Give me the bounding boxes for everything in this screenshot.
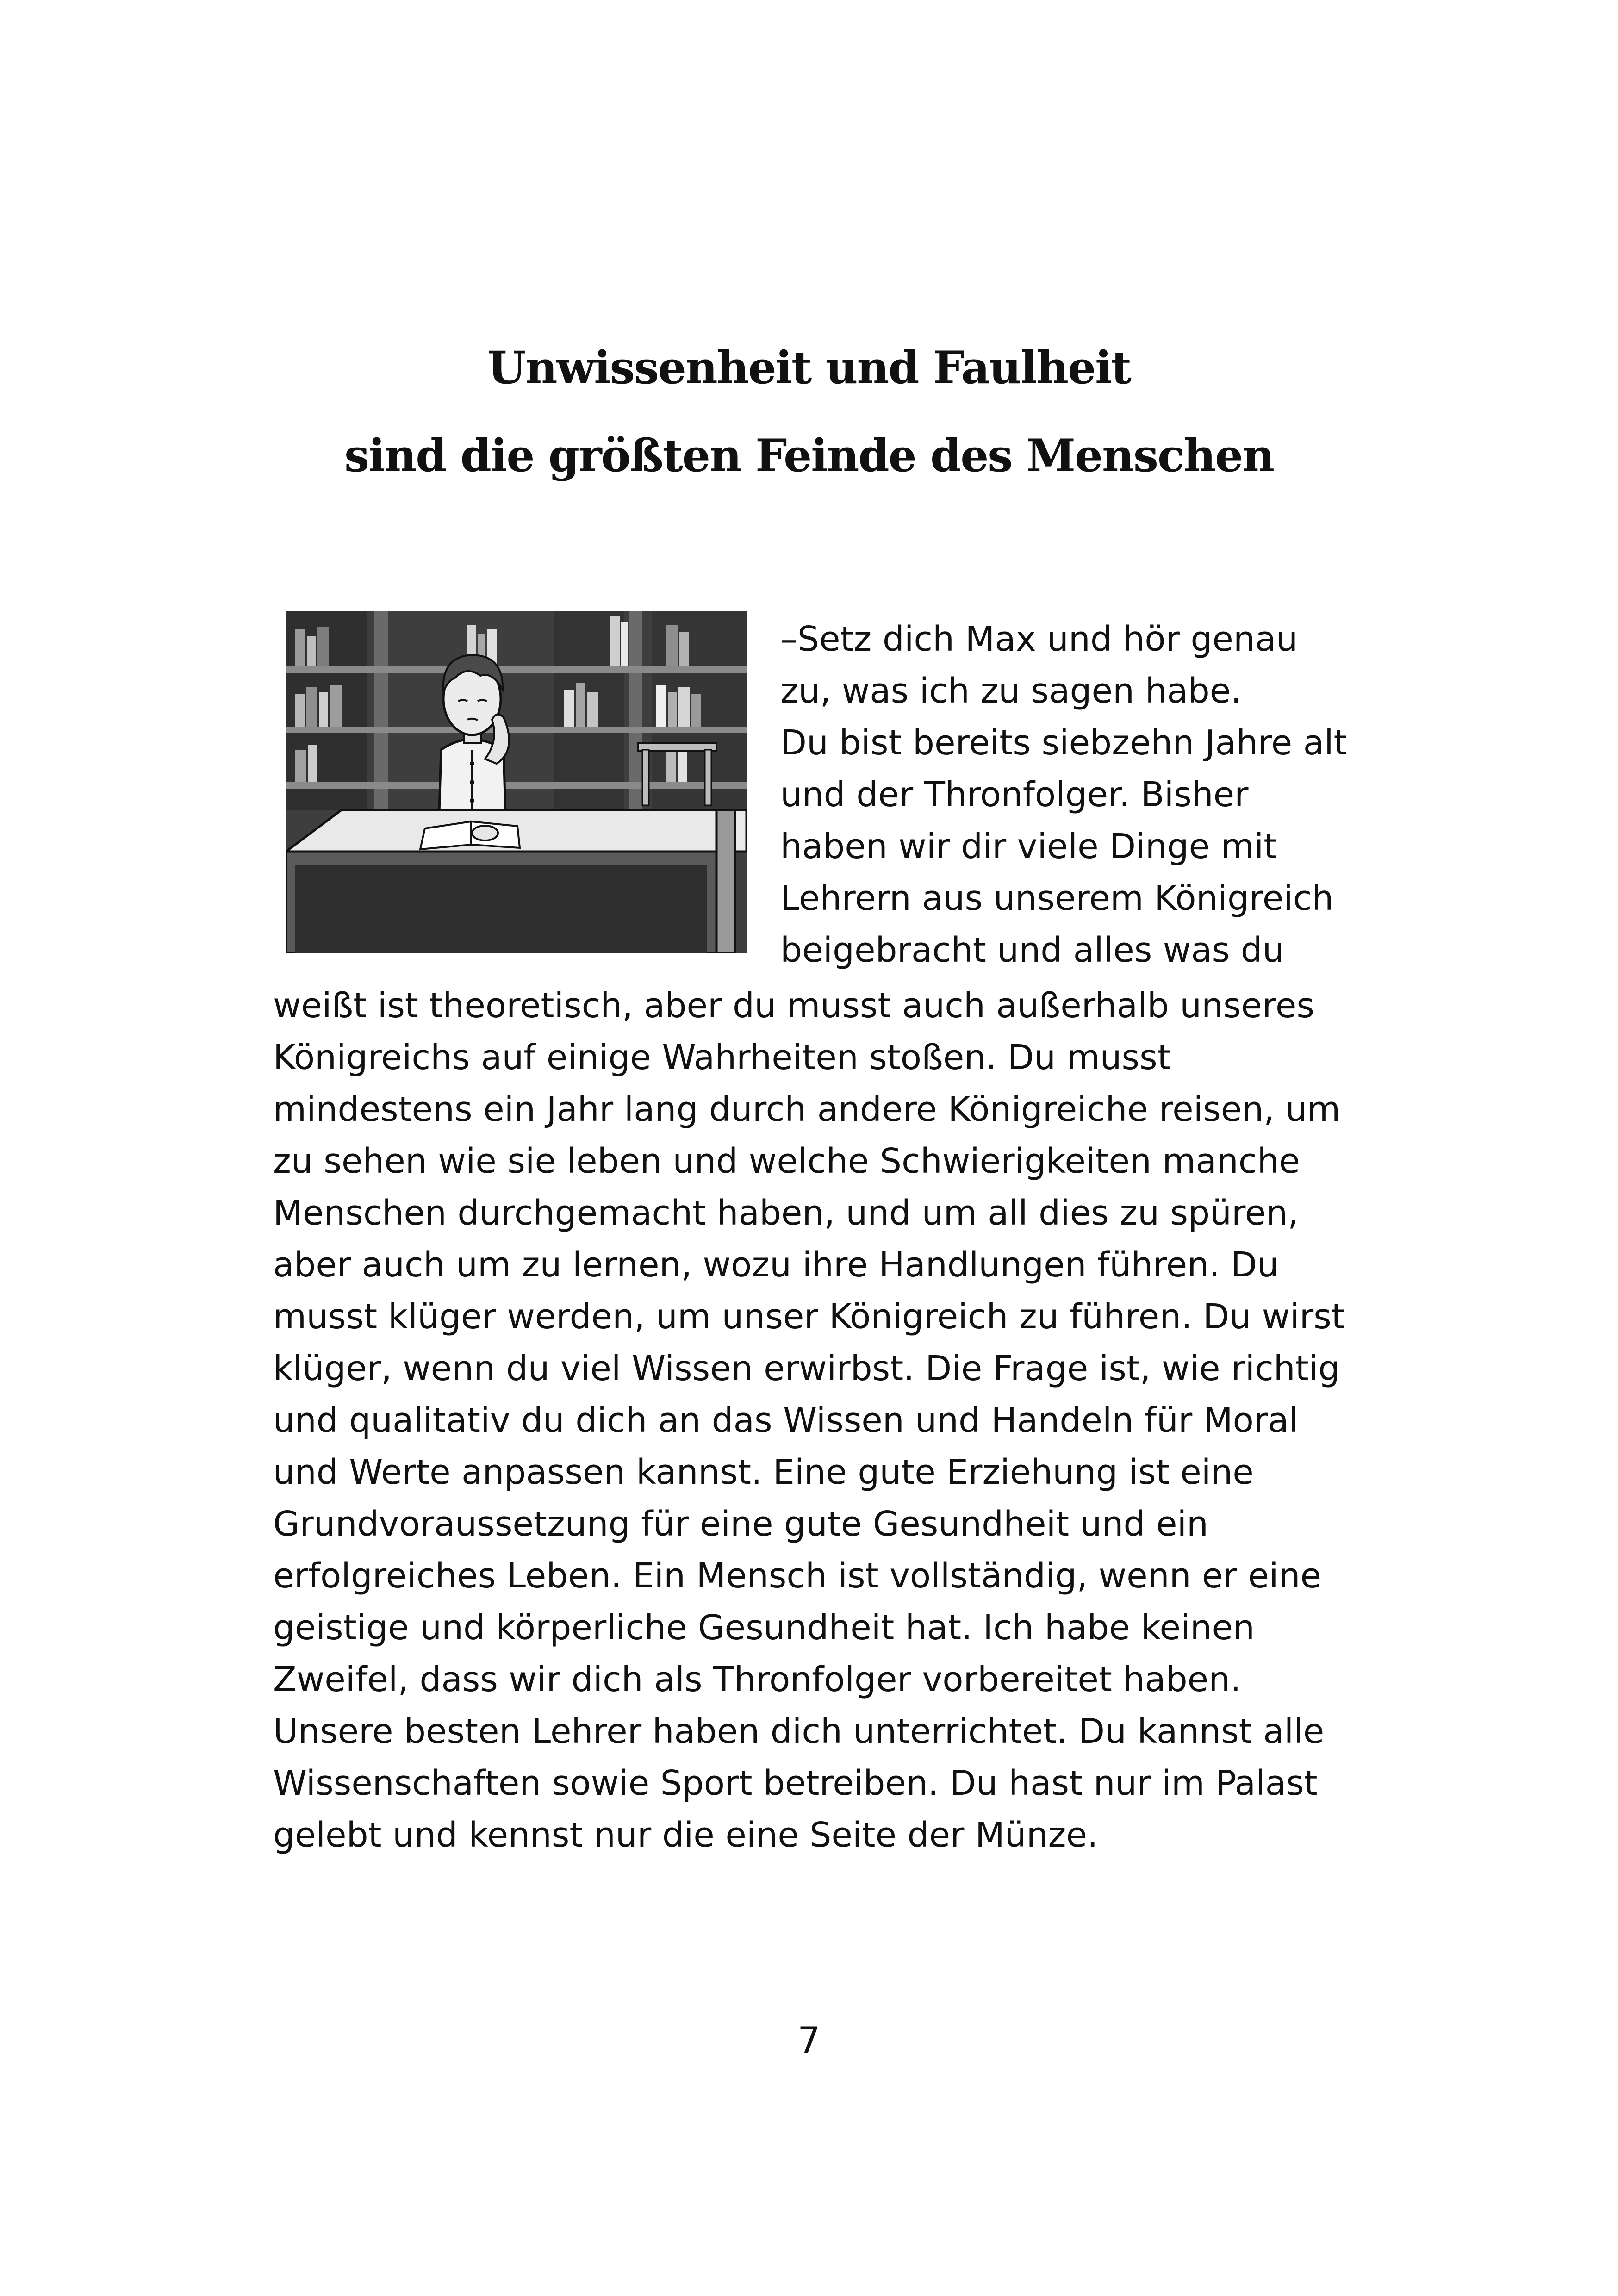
chapter-title-line-1: Unwissenheit und Faulheit <box>487 342 1131 394</box>
text-line: und der Thronfolger. Bisher <box>780 775 1249 815</box>
text-line: Zweifel, dass wir dich als Thronfolger vorbereitet haben. <box>273 1660 1241 1699</box>
text-line: geistige und körperliche Gesundheit hat. Ich habe keinen <box>273 1608 1255 1648</box>
text-line: zu sehen wie sie leben und welche Schwierigkeiten manche <box>273 1141 1300 1181</box>
text-line: Grundvoraussetzung für eine gute Gesundheit und ein <box>273 1504 1208 1544</box>
text-line: –Setz dich Max und hör genau <box>780 619 1298 659</box>
body-text <box>273 980 1375 1861</box>
text-line: und qualitativ du dich an das Wissen und Handeln für Moral <box>273 1400 1299 1440</box>
text-line: musst klüger werden, um unser Königreich zu führen. Du wirst <box>273 1297 1345 1337</box>
chapter-title-line-2: sind die größten Feinde des Menschen <box>344 429 1274 482</box>
text-line: Menschen durchgemacht haben, und um all dies zu spüren, <box>273 1193 1299 1233</box>
text-line: mindestens ein Jahr lang durch andere Königreiche reisen, um <box>273 1089 1341 1129</box>
text-line: Du bist bereits siebzehn Jahre alt <box>780 723 1347 763</box>
chapter-title <box>0 324 1618 500</box>
text-line: gelebt und kennst nur die eine Seite der Münze. <box>273 1815 1098 1855</box>
text-line: und Werte anpassen kannst. Eine gute Erziehung ist eine <box>273 1452 1254 1492</box>
student-reading-in-library-icon <box>286 611 747 953</box>
body-text-beside-image <box>780 613 1363 976</box>
text-line: klüger, wenn du viel Wissen erwirbst. Die Frage ist, wie richtig <box>273 1349 1340 1388</box>
text-line: beigebracht und alles was du <box>780 930 1284 970</box>
page-number: 7 <box>797 2020 821 2062</box>
text-line: Wissenschaften sowie Sport betreiben. Du hast nur im Palast <box>273 1763 1318 1803</box>
text-line: erfolgreiches Leben. Ein Mensch ist vollständig, wenn er eine <box>273 1556 1322 1596</box>
text-line: Königreichs auf einige Wahrheiten stoßen. Du musst <box>273 1038 1171 1077</box>
text-line: aber auch um zu lernen, wozu ihre Handlungen führen. Du <box>273 1245 1279 1285</box>
text-line: zu, was ich zu sagen habe. <box>780 671 1242 711</box>
text-line: Lehrern aus unserem Königreich <box>780 878 1334 918</box>
text-line: haben wir dir viele Dinge mit <box>780 827 1277 866</box>
text-line: weißt ist theoretisch, aber du musst auch außerhalb unseres <box>273 986 1314 1026</box>
text-line: Unsere besten Lehrer haben dich unterrichtet. Du kannst alle <box>273 1711 1325 1751</box>
